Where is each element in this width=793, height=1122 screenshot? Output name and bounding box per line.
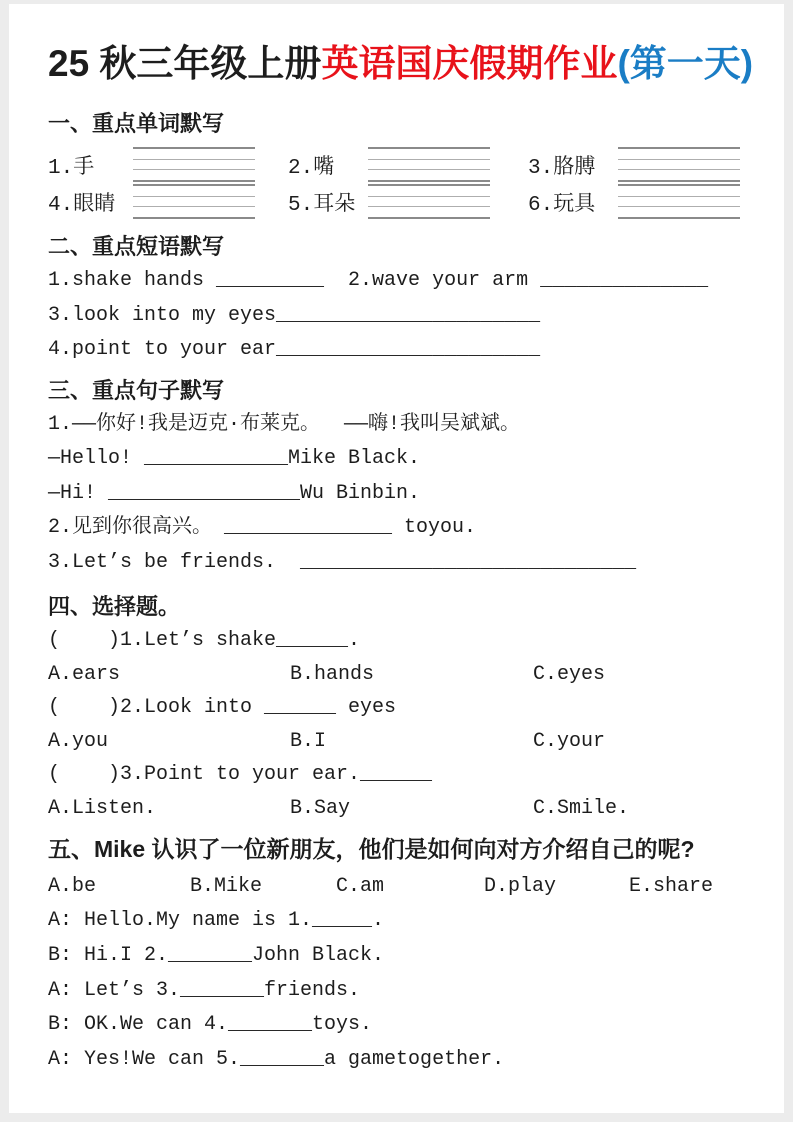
word-bank-item: B.Mike: [190, 875, 263, 898]
writing-lines: [368, 147, 490, 182]
option: B.I: [290, 729, 327, 753]
word-item: [48, 147, 288, 182]
option: C.Smile.: [533, 796, 630, 820]
word-label: 5.耳朵: [288, 193, 356, 217]
option-row: [48, 658, 754, 692]
sentence-line: 2.见到你很高兴。 ______________ toyou.: [48, 516, 477, 539]
question-stem: ( )1.Let’s shake______.: [48, 629, 361, 652]
word-dictation-grid: [48, 146, 754, 220]
title-day-segment: (第一天): [617, 43, 754, 84]
sentence-line: 3.Let’s be friends. ____________________________: [48, 550, 637, 574]
section5-heading: 五、Mike 认识了一位新朋友，他们是如何向对方介绍自己的呢?: [48, 836, 695, 862]
sentence-line: —Hi! ________________Wu Binbin.: [48, 481, 421, 505]
writing-lines: [618, 147, 740, 182]
word-row: [48, 183, 754, 220]
option: C.your: [533, 729, 606, 753]
sentence-line: —Hello! ____________Mike Black.: [48, 447, 421, 470]
choice-questions: [48, 624, 754, 825]
title-grade-segment: 25 秋三年级上册: [48, 43, 322, 84]
writing-lines: [618, 184, 740, 219]
page-title: [48, 40, 754, 88]
dialogue: [48, 904, 754, 1078]
word-label: 2.嘴: [288, 156, 335, 180]
dialogue-line: A: Yes!We can 5._______a gametogether.: [48, 1048, 505, 1072]
word-item: [288, 147, 528, 182]
word-item: [528, 184, 754, 219]
phrase-line: 4.point to your ear______________________: [48, 338, 541, 361]
word-bank-item: A.be: [48, 875, 97, 898]
phrase-line: 1.shake hands _________ 2.wave your arm ______________: [48, 269, 709, 292]
question-stem: ( )2.Look into ______ eyes: [48, 696, 397, 719]
writing-lines: [133, 184, 255, 219]
writing-lines: [133, 147, 255, 182]
option: A.you: [48, 729, 109, 753]
option: C.eyes: [533, 662, 606, 686]
question-stem: ( )3.Point to your ear.______: [48, 763, 433, 786]
word-row: [48, 146, 754, 183]
section2-heading: 二、重点短语默写: [48, 234, 225, 259]
worksheet-page: [9, 4, 784, 1113]
option: A.ears: [48, 662, 121, 686]
option-row: [48, 792, 754, 826]
title-subject-segment: 英语国庆假期作业: [321, 43, 618, 84]
option-row: [48, 725, 754, 759]
dialogue-line: A: Let’s 3._______friends.: [48, 978, 361, 1002]
word-bank-item: C.am: [336, 875, 385, 898]
section3-heading: 三、重点句子默写: [48, 377, 225, 403]
section1-heading: 一、重点单词默写: [48, 111, 225, 136]
dialogue-line: B: Hi.I 2._______John Black.: [48, 943, 385, 967]
option: B.Say: [290, 796, 351, 820]
sentence-line: 1.——你好!我是迈克·布莱克。 ——嗨!我叫吴斌斌。: [48, 412, 521, 436]
word-bank-item: E.share: [629, 875, 714, 898]
word-label: 6.玩具: [528, 193, 596, 217]
word-bank-item: D.play: [484, 875, 557, 898]
phrase-list: [48, 264, 754, 368]
word-item: [288, 184, 528, 219]
word-label: 3.胳膊: [528, 156, 596, 180]
writing-lines: [368, 184, 490, 219]
word-item: [528, 147, 754, 182]
phrase-line: 3.look into my eyes______________________: [48, 303, 541, 327]
option: B.hands: [290, 662, 375, 686]
section4-heading: 四、选择题。: [48, 594, 181, 619]
dialogue-line: B: OK.We can 4._______toys.: [48, 1013, 373, 1037]
sentence-list: [48, 408, 754, 581]
word-bank: [48, 870, 754, 904]
word-label: 4.眼睛: [48, 193, 116, 217]
option: A.Listen.: [48, 796, 157, 820]
word-item: [48, 184, 288, 219]
word-label: 1.手: [48, 156, 95, 180]
dialogue-line: A: Hello.My name is 1._____.: [48, 909, 385, 932]
